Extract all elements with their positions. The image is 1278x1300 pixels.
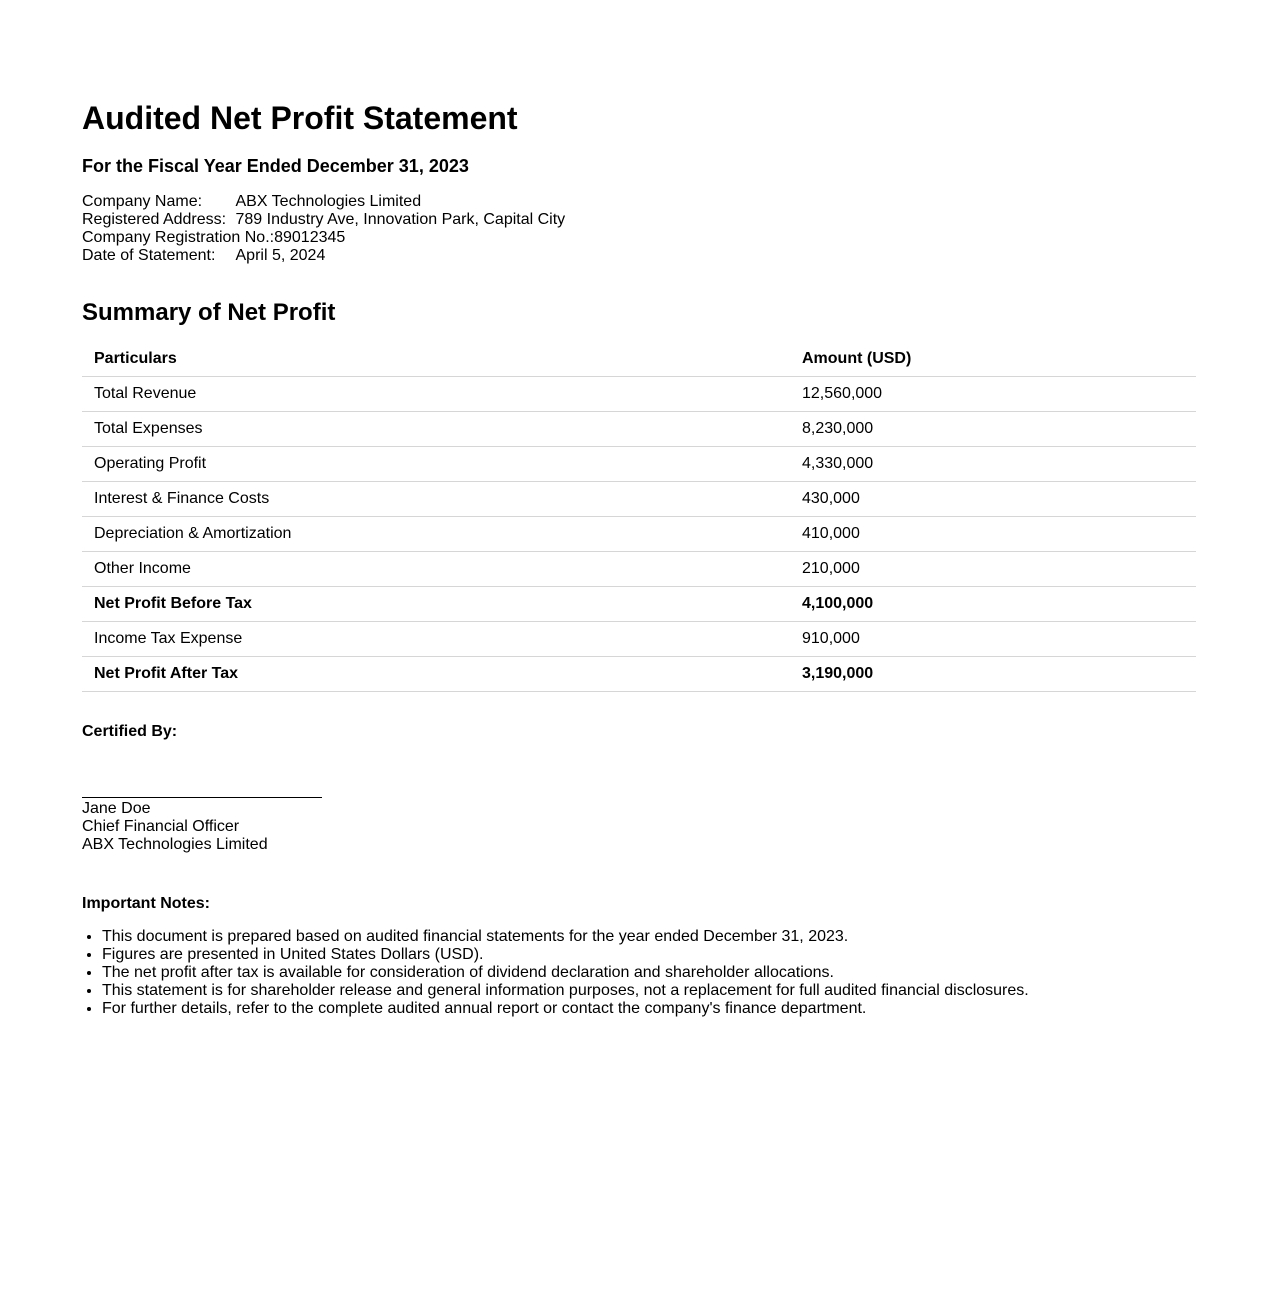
important-notes-list: [82, 928, 1196, 1018]
table-row: [82, 447, 1196, 482]
row-amount: 410,000: [790, 517, 1196, 552]
table-row: [82, 412, 1196, 447]
table-body: [82, 377, 1196, 692]
info-row-statement-date: [82, 247, 1196, 265]
row-particular: Income Tax Expense: [82, 622, 790, 657]
table-row: [82, 377, 1196, 412]
info-row-registration-no: [82, 229, 1196, 247]
summary-heading: Summary of Net Profit: [82, 299, 336, 326]
row-particular: Depreciation & Amortization: [82, 517, 790, 552]
info-value: 789 Industry Ave, Innovation Park, Capital City: [235, 211, 566, 228]
fiscal-year-subtitle: For the Fiscal Year Ended December 31, 2023: [82, 156, 469, 176]
table-row: [82, 622, 1196, 657]
company-info: [82, 193, 1196, 265]
row-particular: Operating Profit: [82, 447, 790, 482]
info-label: Registered Address:: [82, 211, 227, 228]
row-amount: 3,190,000: [790, 657, 1196, 692]
note-item: • This document is prepared based on audited financial statements for the year ended December 31, 2023.: [102, 928, 1196, 946]
signer-block: [82, 800, 1196, 854]
info-label: Company Name:: [82, 193, 203, 210]
signature-line: [82, 797, 322, 798]
row-particular: Total Expenses: [82, 412, 790, 447]
table-row: [82, 657, 1196, 692]
row-particular: Total Revenue: [82, 377, 790, 412]
note-item: • This statement is for shareholder release and general information purposes, not a replacement for full audited financial disclosures.: [102, 982, 1196, 1000]
info-value: 89012345: [274, 229, 346, 246]
signer-title: Chief Financial Officer: [82, 818, 240, 835]
table-row: [82, 482, 1196, 517]
row-amount: 8,230,000: [790, 412, 1196, 447]
info-label: Company Registration No.:: [82, 229, 275, 246]
certified-by-label: Certified By:: [82, 723, 178, 740]
row-amount: 430,000: [790, 482, 1196, 517]
signer-name: Jane Doe: [82, 800, 151, 817]
column-header-amount: Amount (USD): [790, 342, 1196, 377]
info-value: April 5, 2024: [235, 247, 326, 264]
signer-company: ABX Technologies Limited: [82, 836, 268, 853]
row-particular: Other Income: [82, 552, 790, 587]
row-amount: 210,000: [790, 552, 1196, 587]
row-amount: 4,330,000: [790, 447, 1196, 482]
row-amount: 12,560,000: [790, 377, 1196, 412]
table-row: [82, 552, 1196, 587]
info-value: ABX Technologies Limited: [235, 193, 422, 210]
row-amount: 910,000: [790, 622, 1196, 657]
note-item: • Figures are presented in United States Dollars (USD).: [102, 946, 1196, 964]
column-header-particulars: Particulars: [82, 342, 790, 377]
page-title: Audited Net Profit Statement: [82, 100, 518, 136]
table-row: [82, 517, 1196, 552]
note-item: • For further details, refer to the complete audited annual report or contact the company's finance department.: [102, 1000, 1196, 1018]
net-profit-table: [82, 342, 1196, 692]
important-notes-label: Important Notes:: [82, 895, 210, 912]
row-particular: Interest & Finance Costs: [82, 482, 790, 517]
info-row-company-name: [82, 193, 1196, 211]
info-row-registered-address: [82, 211, 1196, 229]
table-header-row: [82, 342, 1196, 377]
row-amount: 4,100,000: [790, 587, 1196, 622]
info-label: Date of Statement:: [82, 247, 216, 264]
note-item: • The net profit after tax is available for consideration of dividend declaration and shareholder allocations.: [102, 964, 1196, 982]
row-particular: Net Profit After Tax: [82, 657, 790, 692]
table-row: [82, 587, 1196, 622]
row-particular: Net Profit Before Tax: [82, 587, 790, 622]
